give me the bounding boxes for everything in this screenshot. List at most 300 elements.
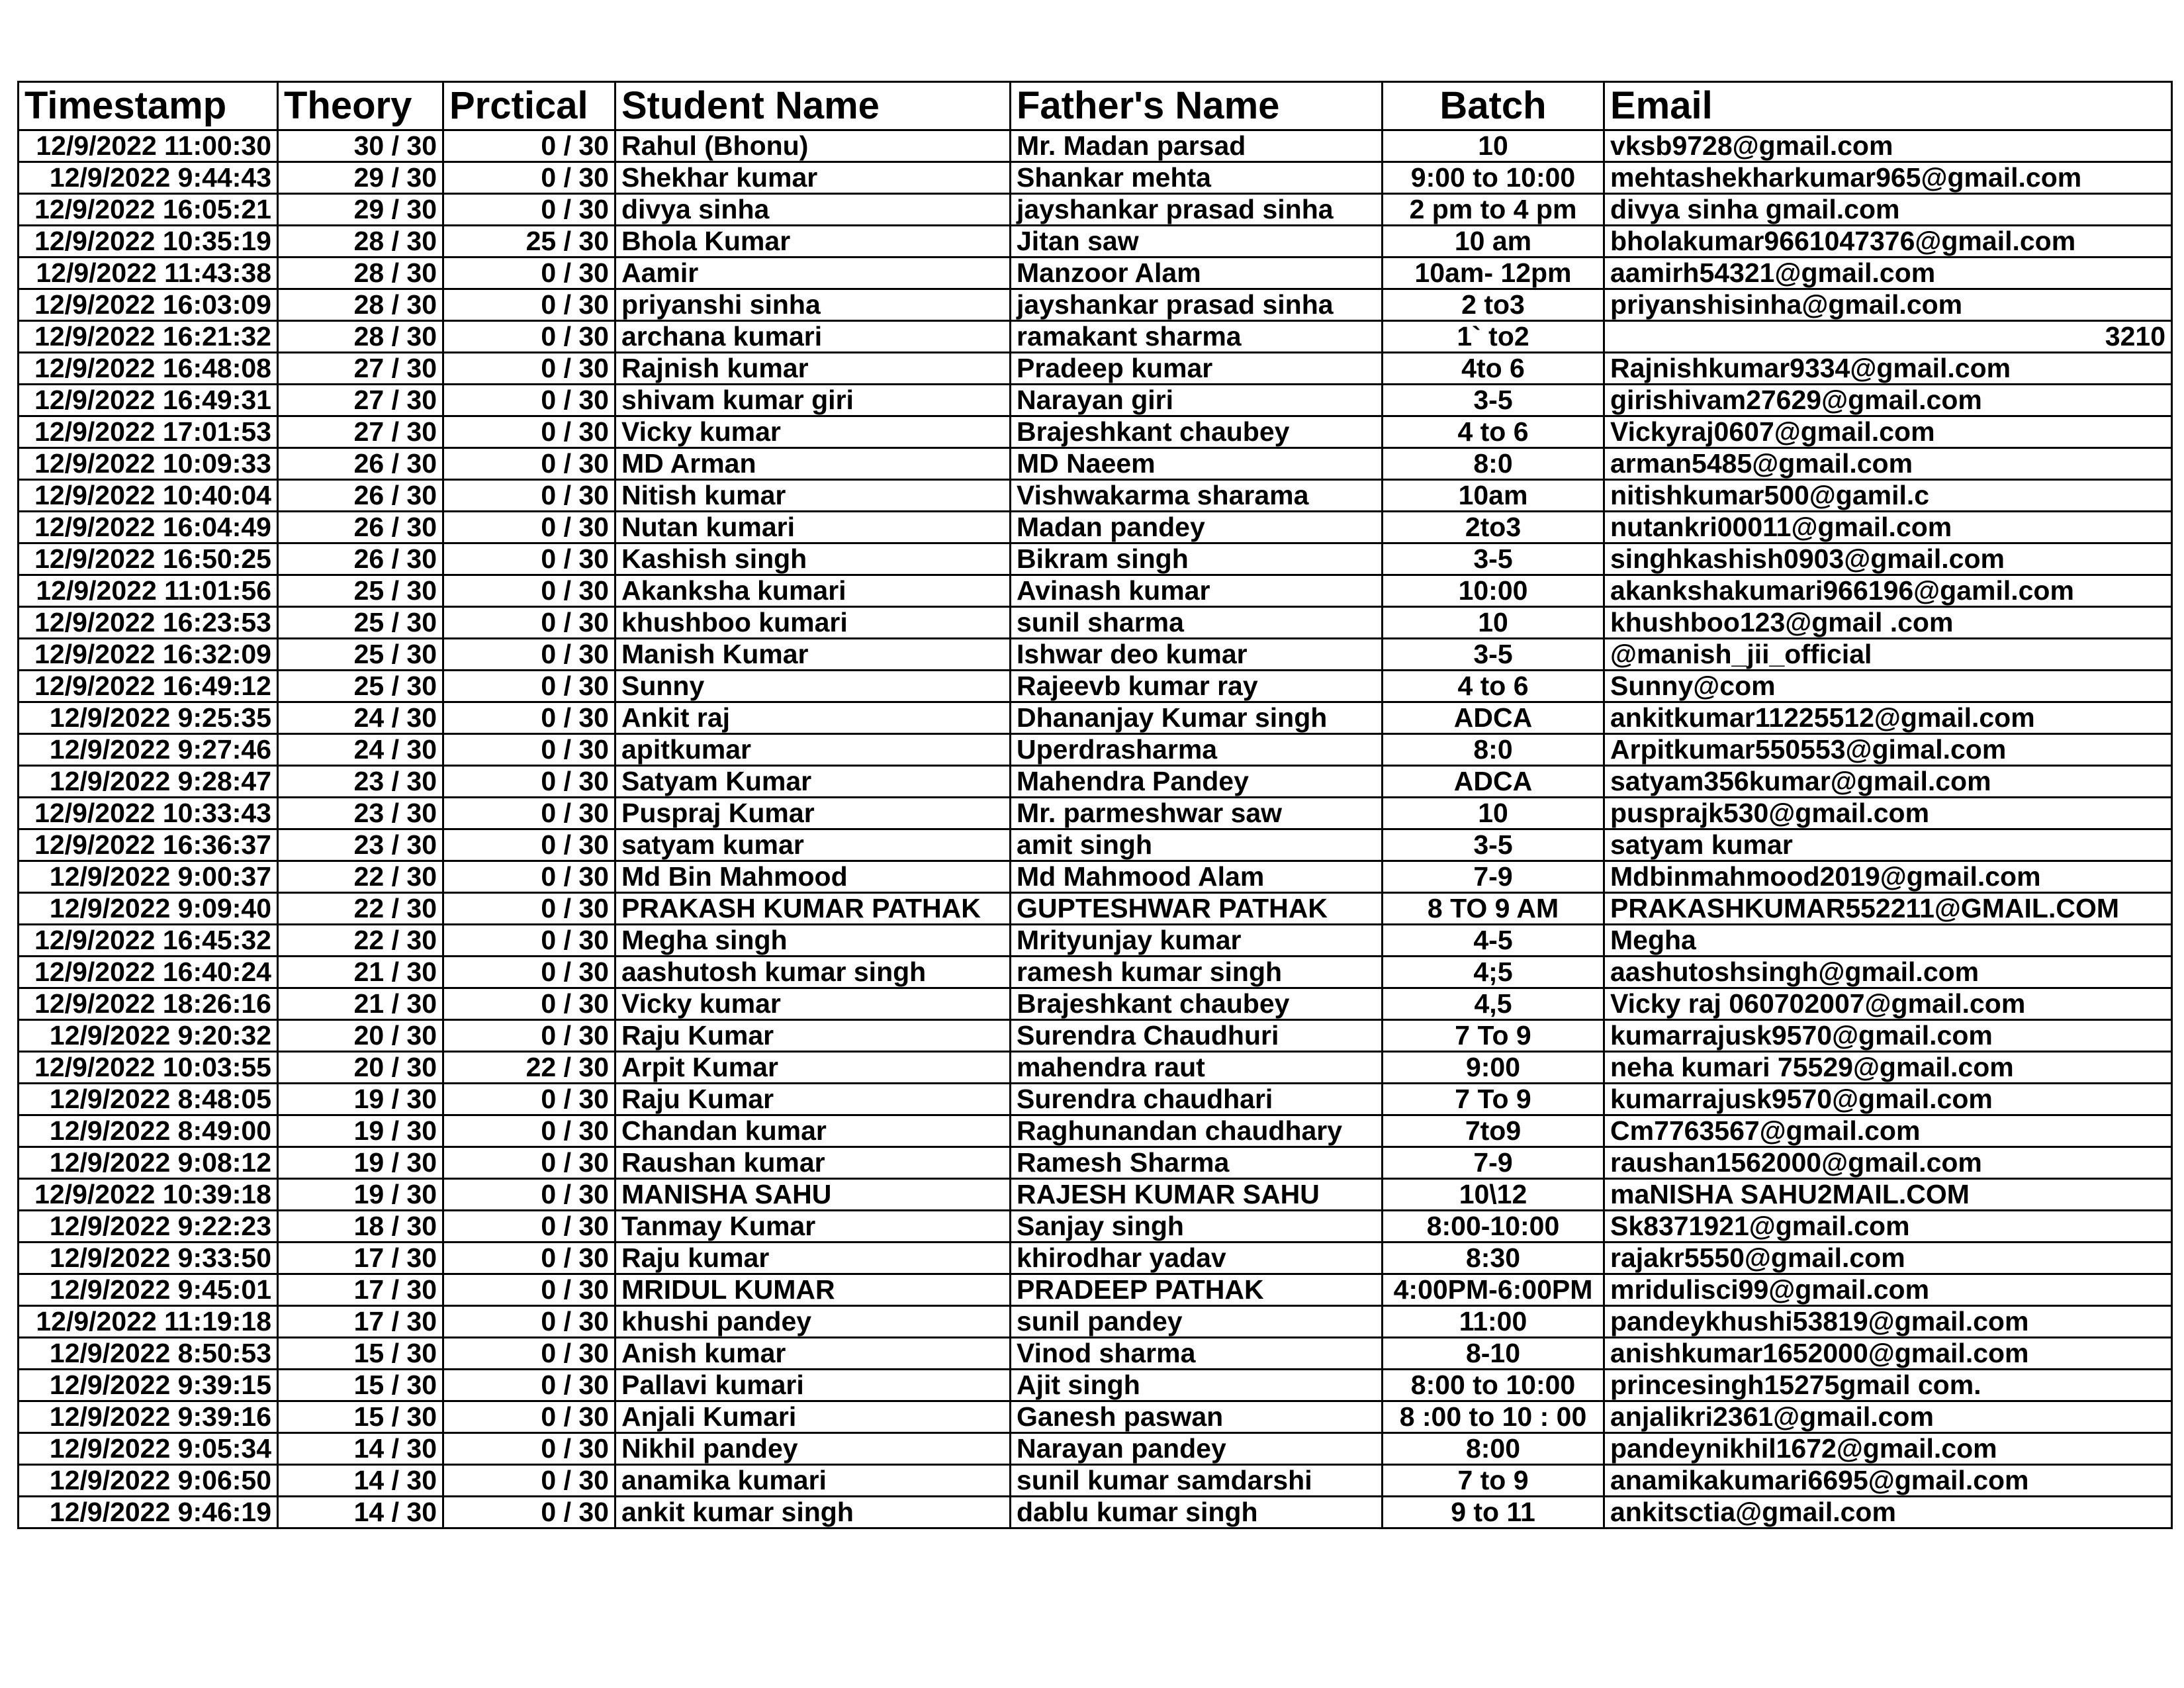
table-row [19, 925, 2172, 957]
table-row [19, 1338, 2172, 1370]
cell-timestamp: 12/9/2022 16:50:25 [19, 543, 278, 575]
cell-student-name: Md Bin Mahmood [615, 861, 1011, 893]
header-timestamp: Timestamp [19, 82, 278, 130]
cell-fathers-name: MD Naeem [1011, 448, 1383, 480]
cell-email: 3210 [1604, 321, 2172, 353]
cell-practical: 0 / 30 [443, 194, 615, 226]
cell-batch: 10 am [1383, 226, 1604, 258]
cell-practical: 0 / 30 [443, 1211, 615, 1243]
table-row [19, 321, 2172, 353]
cell-batch: 2 pm to 4 pm [1383, 194, 1604, 226]
cell-practical: 0 / 30 [443, 321, 615, 353]
cell-student-name: khushboo kumari [615, 607, 1011, 639]
cell-practical: 0 / 30 [443, 988, 615, 1020]
cell-email: divya sinha gmail.com [1604, 194, 2172, 226]
table-row [19, 988, 2172, 1020]
cell-practical: 0 / 30 [443, 829, 615, 861]
cell-email: raushan1562000@gmail.com [1604, 1147, 2172, 1179]
cell-batch: 2to3 [1383, 512, 1604, 543]
cell-timestamp: 12/9/2022 16:05:21 [19, 194, 278, 226]
cell-student-name: Sunny [615, 671, 1011, 702]
cell-theory: 14 / 30 [278, 1465, 443, 1497]
cell-practical: 0 / 30 [443, 448, 615, 480]
cell-timestamp: 12/9/2022 9:39:16 [19, 1401, 278, 1433]
table-row [19, 639, 2172, 671]
cell-practical: 25 / 30 [443, 226, 615, 258]
table-body [19, 130, 2172, 1528]
table-row [19, 861, 2172, 893]
cell-practical: 0 / 30 [443, 766, 615, 798]
cell-student-name: Anjali Kumari [615, 1401, 1011, 1433]
cell-timestamp: 12/9/2022 9:00:37 [19, 861, 278, 893]
cell-student-name: khushi pandey [615, 1306, 1011, 1338]
cell-fathers-name: sunil kumar samdarshi [1011, 1465, 1383, 1497]
cell-student-name: Ankit raj [615, 702, 1011, 734]
table-row [19, 1052, 2172, 1084]
cell-fathers-name: Brajeshkant chaubey [1011, 416, 1383, 448]
cell-timestamp: 12/9/2022 18:26:16 [19, 988, 278, 1020]
cell-fathers-name: mahendra raut [1011, 1052, 1383, 1084]
cell-practical: 0 / 30 [443, 1084, 615, 1115]
cell-email: akankshakumari966196@gamil.com [1604, 575, 2172, 607]
cell-email: Vicky raj 060702007@gmail.com [1604, 988, 2172, 1020]
cell-student-name: anamika kumari [615, 1465, 1011, 1497]
header-student-name: Student Name [615, 82, 1011, 130]
cell-fathers-name: Madan pandey [1011, 512, 1383, 543]
cell-timestamp: 12/9/2022 11:19:18 [19, 1306, 278, 1338]
cell-batch: 9 to 11 [1383, 1497, 1604, 1528]
table-row [19, 575, 2172, 607]
cell-theory: 29 / 30 [278, 162, 443, 194]
cell-batch: 3-5 [1383, 639, 1604, 671]
cell-student-name: Raju Kumar [615, 1084, 1011, 1115]
table-row [19, 607, 2172, 639]
header-row [19, 82, 2172, 130]
cell-theory: 19 / 30 [278, 1147, 443, 1179]
cell-fathers-name: Mr. Madan parsad [1011, 130, 1383, 162]
cell-fathers-name: Brajeshkant chaubey [1011, 988, 1383, 1020]
cell-timestamp: 12/9/2022 9:46:19 [19, 1497, 278, 1528]
table-row [19, 480, 2172, 512]
cell-theory: 24 / 30 [278, 702, 443, 734]
cell-student-name: Bhola Kumar [615, 226, 1011, 258]
table-row [19, 1465, 2172, 1497]
cell-theory: 19 / 30 [278, 1179, 443, 1211]
cell-email: Arpitkumar550553@gimal.com [1604, 734, 2172, 766]
cell-timestamp: 12/9/2022 16:23:53 [19, 607, 278, 639]
cell-email: neha kumari 75529@gmail.com [1604, 1052, 2172, 1084]
cell-batch: 10am- 12pm [1383, 258, 1604, 289]
cell-fathers-name: Avinash kumar [1011, 575, 1383, 607]
cell-practical: 0 / 30 [443, 1401, 615, 1433]
cell-theory: 19 / 30 [278, 1115, 443, 1147]
cell-student-name: Nitish kumar [615, 480, 1011, 512]
cell-email: Cm7763567@gmail.com [1604, 1115, 2172, 1147]
cell-batch: 8:00-10:00 [1383, 1211, 1604, 1243]
cell-practical: 0 / 30 [443, 607, 615, 639]
cell-timestamp: 12/9/2022 16:49:31 [19, 385, 278, 416]
cell-practical: 0 / 30 [443, 1338, 615, 1370]
table-row [19, 671, 2172, 702]
cell-student-name: Shekhar kumar [615, 162, 1011, 194]
cell-student-name: Akanksha kumari [615, 575, 1011, 607]
cell-theory: 14 / 30 [278, 1497, 443, 1528]
cell-batch: 4;5 [1383, 957, 1604, 988]
table-row [19, 162, 2172, 194]
table-row [19, 1084, 2172, 1115]
cell-fathers-name: Manzoor Alam [1011, 258, 1383, 289]
cell-student-name: Raju kumar [615, 1243, 1011, 1274]
cell-practical: 0 / 30 [443, 702, 615, 734]
cell-student-name: PRAKASH KUMAR PATHAK [615, 893, 1011, 925]
cell-theory: 25 / 30 [278, 575, 443, 607]
cell-theory: 28 / 30 [278, 321, 443, 353]
cell-theory: 28 / 30 [278, 289, 443, 321]
cell-timestamp: 12/9/2022 9:09:40 [19, 893, 278, 925]
table-row [19, 258, 2172, 289]
cell-timestamp: 12/9/2022 16:32:09 [19, 639, 278, 671]
header-theory: Theory [278, 82, 443, 130]
cell-batch: 4 to 6 [1383, 671, 1604, 702]
cell-student-name: Satyam Kumar [615, 766, 1011, 798]
cell-batch: 10:00 [1383, 575, 1604, 607]
cell-batch: ADCA [1383, 766, 1604, 798]
cell-email: arman5485@gmail.com [1604, 448, 2172, 480]
cell-practical: 0 / 30 [443, 353, 615, 385]
table-row [19, 1433, 2172, 1465]
cell-student-name: aashutosh kumar singh [615, 957, 1011, 988]
cell-email: mridulisci99@gmail.com [1604, 1274, 2172, 1306]
cell-theory: 24 / 30 [278, 734, 443, 766]
cell-theory: 17 / 30 [278, 1306, 443, 1338]
cell-student-name: MRIDUL KUMAR [615, 1274, 1011, 1306]
table-row [19, 1211, 2172, 1243]
cell-timestamp: 12/9/2022 8:49:00 [19, 1115, 278, 1147]
cell-email: rajakr5550@gmail.com [1604, 1243, 2172, 1274]
table-row [19, 1274, 2172, 1306]
table-row [19, 194, 2172, 226]
cell-practical: 0 / 30 [443, 575, 615, 607]
cell-batch: 1` to2 [1383, 321, 1604, 353]
cell-practical: 0 / 30 [443, 1274, 615, 1306]
cell-practical: 0 / 30 [443, 416, 615, 448]
cell-practical: 0 / 30 [443, 258, 615, 289]
cell-email: nitishkumar500@gamil.c [1604, 480, 2172, 512]
cell-student-name: Vicky kumar [615, 416, 1011, 448]
cell-timestamp: 12/9/2022 10:09:33 [19, 448, 278, 480]
cell-timestamp: 12/9/2022 9:08:12 [19, 1147, 278, 1179]
cell-timestamp: 12/9/2022 9:39:15 [19, 1370, 278, 1401]
cell-student-name: Pallavi kumari [615, 1370, 1011, 1401]
cell-timestamp: 12/9/2022 9:27:46 [19, 734, 278, 766]
cell-theory: 26 / 30 [278, 480, 443, 512]
cell-timestamp: 12/9/2022 9:20:32 [19, 1020, 278, 1052]
cell-practical: 0 / 30 [443, 1147, 615, 1179]
cell-theory: 27 / 30 [278, 353, 443, 385]
cell-theory: 23 / 30 [278, 766, 443, 798]
cell-practical: 22 / 30 [443, 1052, 615, 1084]
cell-theory: 23 / 30 [278, 829, 443, 861]
cell-email: anamikakumari6695@gmail.com [1604, 1465, 2172, 1497]
cell-practical: 0 / 30 [443, 512, 615, 543]
cell-email: pusprajk530@gmail.com [1604, 798, 2172, 829]
cell-fathers-name: Surendra Chaudhuri [1011, 1020, 1383, 1052]
cell-batch: 7 To 9 [1383, 1020, 1604, 1052]
cell-email: girishivam27629@gmail.com [1604, 385, 2172, 416]
cell-fathers-name: Jitan saw [1011, 226, 1383, 258]
cell-theory: 22 / 30 [278, 925, 443, 957]
cell-student-name: Nikhil pandey [615, 1433, 1011, 1465]
table-row [19, 893, 2172, 925]
cell-fathers-name: Vishwakarma sharama [1011, 480, 1383, 512]
cell-student-name: apitkumar [615, 734, 1011, 766]
table-row [19, 829, 2172, 861]
cell-batch: 4-5 [1383, 925, 1604, 957]
cell-batch: 4to 6 [1383, 353, 1604, 385]
cell-batch: 4,5 [1383, 988, 1604, 1020]
table-row [19, 957, 2172, 988]
cell-practical: 0 / 30 [443, 734, 615, 766]
cell-theory: 15 / 30 [278, 1370, 443, 1401]
cell-theory: 25 / 30 [278, 607, 443, 639]
cell-timestamp: 12/9/2022 10:35:19 [19, 226, 278, 258]
cell-email: ankitkumar11225512@gmail.com [1604, 702, 2172, 734]
cell-timestamp: 12/9/2022 16:45:32 [19, 925, 278, 957]
cell-student-name: priyanshi sinha [615, 289, 1011, 321]
cell-batch: 3-5 [1383, 385, 1604, 416]
cell-timestamp: 12/9/2022 16:04:49 [19, 512, 278, 543]
cell-practical: 0 / 30 [443, 1179, 615, 1211]
cell-theory: 19 / 30 [278, 1084, 443, 1115]
cell-fathers-name: sunil pandey [1011, 1306, 1383, 1338]
cell-timestamp: 12/9/2022 8:50:53 [19, 1338, 278, 1370]
cell-batch: 10 [1383, 798, 1604, 829]
cell-student-name: Kashish singh [615, 543, 1011, 575]
cell-fathers-name: Raghunandan chaudhary [1011, 1115, 1383, 1147]
cell-theory: 27 / 30 [278, 416, 443, 448]
cell-fathers-name: Vinod sharma [1011, 1338, 1383, 1370]
cell-timestamp: 12/9/2022 16:03:09 [19, 289, 278, 321]
cell-fathers-name: Mrityunjay kumar [1011, 925, 1383, 957]
cell-student-name: Vicky kumar [615, 988, 1011, 1020]
cell-email: Sunny@com [1604, 671, 2172, 702]
cell-fathers-name: Sanjay singh [1011, 1211, 1383, 1243]
cell-practical: 0 / 30 [443, 1306, 615, 1338]
table-row [19, 1497, 2172, 1528]
cell-fathers-name: jayshankar prasad sinha [1011, 289, 1383, 321]
table-row [19, 1401, 2172, 1433]
cell-timestamp: 12/9/2022 9:05:34 [19, 1433, 278, 1465]
cell-fathers-name: amit singh [1011, 829, 1383, 861]
cell-timestamp: 12/9/2022 11:01:56 [19, 575, 278, 607]
cell-practical: 0 / 30 [443, 1243, 615, 1274]
cell-timestamp: 12/9/2022 9:25:35 [19, 702, 278, 734]
cell-theory: 20 / 30 [278, 1020, 443, 1052]
cell-practical: 0 / 30 [443, 1465, 615, 1497]
cell-theory: 18 / 30 [278, 1211, 443, 1243]
cell-student-name: ankit kumar singh [615, 1497, 1011, 1528]
cell-fathers-name: Uperdrasharma [1011, 734, 1383, 766]
cell-email: aamirh54321@gmail.com [1604, 258, 2172, 289]
cell-theory: 26 / 30 [278, 448, 443, 480]
cell-theory: 22 / 30 [278, 893, 443, 925]
cell-theory: 15 / 30 [278, 1401, 443, 1433]
cell-practical: 0 / 30 [443, 861, 615, 893]
cell-student-name: Rajnish kumar [615, 353, 1011, 385]
cell-batch: 8:00 to 10:00 [1383, 1370, 1604, 1401]
table-row [19, 289, 2172, 321]
cell-theory: 14 / 30 [278, 1433, 443, 1465]
cell-timestamp: 12/9/2022 16:21:32 [19, 321, 278, 353]
header-practical: Prctical [443, 82, 615, 130]
cell-timestamp: 12/9/2022 9:28:47 [19, 766, 278, 798]
cell-batch: 3-5 [1383, 543, 1604, 575]
cell-batch: 4 to 6 [1383, 416, 1604, 448]
cell-theory: 27 / 30 [278, 385, 443, 416]
cell-fathers-name: Ganesh paswan [1011, 1401, 1383, 1433]
cell-fathers-name: Surendra chaudhari [1011, 1084, 1383, 1115]
table-row [19, 543, 2172, 575]
cell-fathers-name: Narayan giri [1011, 385, 1383, 416]
cell-batch: 4:00PM-6:00PM [1383, 1274, 1604, 1306]
header-email: Email [1604, 82, 2172, 130]
cell-fathers-name: Shankar mehta [1011, 162, 1383, 194]
cell-email: kumarrajusk9570@gmail.com [1604, 1020, 2172, 1052]
cell-theory: 17 / 30 [278, 1274, 443, 1306]
cell-batch: 10 [1383, 130, 1604, 162]
cell-timestamp: 12/9/2022 9:45:01 [19, 1274, 278, 1306]
cell-fathers-name: sunil sharma [1011, 607, 1383, 639]
cell-timestamp: 12/9/2022 9:44:43 [19, 162, 278, 194]
cell-fathers-name: Mahendra Pandey [1011, 766, 1383, 798]
cell-fathers-name: Md Mahmood Alam [1011, 861, 1383, 893]
cell-batch: 10 [1383, 607, 1604, 639]
cell-student-name: Arpit Kumar [615, 1052, 1011, 1084]
cell-email: bholakumar9661047376@gmail.com [1604, 226, 2172, 258]
cell-email: pandeynikhil1672@gmail.com [1604, 1433, 2172, 1465]
table-row [19, 1115, 2172, 1147]
cell-timestamp: 12/9/2022 10:40:04 [19, 480, 278, 512]
cell-practical: 0 / 30 [443, 925, 615, 957]
cell-timestamp: 12/9/2022 8:48:05 [19, 1084, 278, 1115]
cell-practical: 0 / 30 [443, 385, 615, 416]
cell-batch: ADCA [1383, 702, 1604, 734]
cell-email: Vickyraj0607@gmail.com [1604, 416, 2172, 448]
cell-theory: 23 / 30 [278, 798, 443, 829]
cell-practical: 0 / 30 [443, 1115, 615, 1147]
cell-batch: 7to9 [1383, 1115, 1604, 1147]
table-row [19, 512, 2172, 543]
cell-email: aashutoshsingh@gmail.com [1604, 957, 2172, 988]
cell-timestamp: 12/9/2022 16:48:08 [19, 353, 278, 385]
cell-email: satyam356kumar@gmail.com [1604, 766, 2172, 798]
cell-practical: 0 / 30 [443, 1433, 615, 1465]
cell-fathers-name: Ajit singh [1011, 1370, 1383, 1401]
cell-student-name: Nutan kumari [615, 512, 1011, 543]
header-fathers-name: Father's Name [1011, 82, 1383, 130]
cell-student-name: archana kumari [615, 321, 1011, 353]
cell-theory: 17 / 30 [278, 1243, 443, 1274]
cell-fathers-name: Ramesh Sharma [1011, 1147, 1383, 1179]
cell-timestamp: 12/9/2022 17:01:53 [19, 416, 278, 448]
cell-timestamp: 12/9/2022 9:22:23 [19, 1211, 278, 1243]
cell-theory: 25 / 30 [278, 671, 443, 702]
cell-batch: 10am [1383, 480, 1604, 512]
cell-theory: 22 / 30 [278, 861, 443, 893]
cell-batch: 8 :00 to 10 : 00 [1383, 1401, 1604, 1433]
cell-fathers-name: ramesh kumar singh [1011, 957, 1383, 988]
cell-student-name: MANISHA SAHU [615, 1179, 1011, 1211]
table-row [19, 226, 2172, 258]
cell-email: pandeykhushi53819@gmail.com [1604, 1306, 2172, 1338]
cell-timestamp: 12/9/2022 9:33:50 [19, 1243, 278, 1274]
cell-practical: 0 / 30 [443, 798, 615, 829]
table-row [19, 1306, 2172, 1338]
cell-batch: 8:30 [1383, 1243, 1604, 1274]
cell-theory: 15 / 30 [278, 1338, 443, 1370]
cell-student-name: Raushan kumar [615, 1147, 1011, 1179]
cell-email: anishkumar1652000@gmail.com [1604, 1338, 2172, 1370]
cell-email: Mdbinmahmood2019@gmail.com [1604, 861, 2172, 893]
cell-practical: 0 / 30 [443, 893, 615, 925]
cell-batch: 7 To 9 [1383, 1084, 1604, 1115]
cell-batch: 8:00 [1383, 1433, 1604, 1465]
cell-student-name: Puspraj Kumar [615, 798, 1011, 829]
cell-email: Megha [1604, 925, 2172, 957]
cell-timestamp: 12/9/2022 11:43:38 [19, 258, 278, 289]
results-table [17, 81, 2173, 1529]
cell-batch: 7 to 9 [1383, 1465, 1604, 1497]
cell-email: anjalikri2361@gmail.com [1604, 1401, 2172, 1433]
cell-batch: 2 to3 [1383, 289, 1604, 321]
cell-email: princesingh15275gmail com. [1604, 1370, 2172, 1401]
table-row [19, 1243, 2172, 1274]
cell-theory: 21 / 30 [278, 988, 443, 1020]
table-row [19, 1179, 2172, 1211]
cell-email: Sk8371921@gmail.com [1604, 1211, 2172, 1243]
cell-practical: 0 / 30 [443, 639, 615, 671]
cell-student-name: Rahul (Bhonu) [615, 130, 1011, 162]
cell-practical: 0 / 30 [443, 162, 615, 194]
cell-theory: 20 / 30 [278, 1052, 443, 1084]
cell-batch: 7-9 [1383, 1147, 1604, 1179]
cell-practical: 0 / 30 [443, 1497, 615, 1528]
cell-practical: 0 / 30 [443, 1020, 615, 1052]
cell-batch: 8:0 [1383, 734, 1604, 766]
cell-batch: 10\12 [1383, 1179, 1604, 1211]
table-row [19, 416, 2172, 448]
cell-fathers-name: Mr. parmeshwar saw [1011, 798, 1383, 829]
cell-student-name: Manish Kumar [615, 639, 1011, 671]
cell-theory: 26 / 30 [278, 512, 443, 543]
cell-practical: 0 / 30 [443, 480, 615, 512]
header-batch: Batch [1383, 82, 1604, 130]
cell-practical: 0 / 30 [443, 957, 615, 988]
cell-email: priyanshisinha@gmail.com [1604, 289, 2172, 321]
table-row [19, 353, 2172, 385]
cell-batch: 3-5 [1383, 829, 1604, 861]
cell-email: PRAKASHKUMAR552211@GMAIL.COM [1604, 893, 2172, 925]
cell-batch: 8-10 [1383, 1338, 1604, 1370]
cell-student-name: satyam kumar [615, 829, 1011, 861]
cell-student-name: Chandan kumar [615, 1115, 1011, 1147]
cell-batch: 9:00 [1383, 1052, 1604, 1084]
table-row [19, 1020, 2172, 1052]
cell-batch: 9:00 to 10:00 [1383, 162, 1604, 194]
cell-theory: 28 / 30 [278, 226, 443, 258]
cell-timestamp: 12/9/2022 10:03:55 [19, 1052, 278, 1084]
cell-batch: 7-9 [1383, 861, 1604, 893]
